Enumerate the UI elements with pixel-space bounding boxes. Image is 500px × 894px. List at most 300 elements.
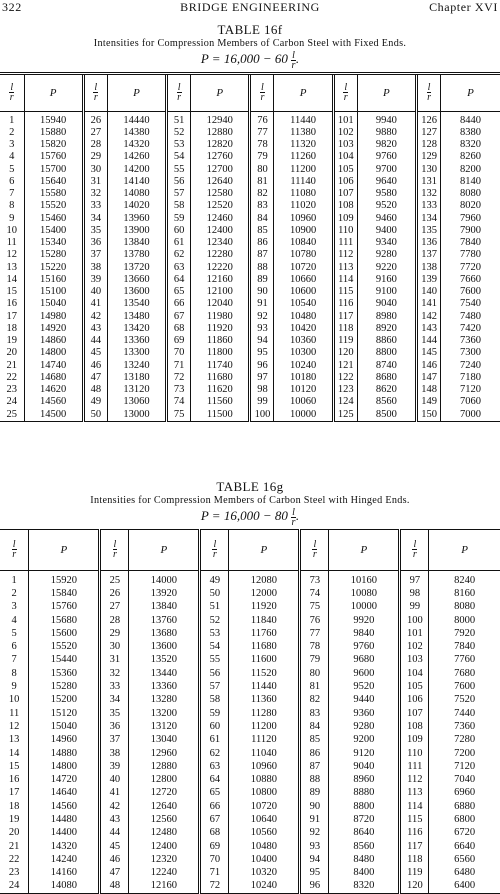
cell-l-over-r: 47: [100, 866, 129, 879]
cell-p: 7600: [441, 286, 500, 298]
cell-p: 12880: [191, 127, 250, 139]
cell-p: 15040: [29, 720, 100, 733]
cell-p: 9200: [329, 733, 400, 746]
cell-l-over-r: 72: [167, 372, 191, 384]
cell-p: 10080: [329, 587, 400, 600]
page-number: 322: [2, 0, 22, 14]
cell-l-over-r: 88: [250, 262, 274, 274]
cell-p: 14920: [24, 323, 83, 335]
cell-l-over-r: 69: [167, 335, 191, 347]
cell-p: 13660: [107, 274, 166, 286]
cell-l-over-r: 56: [200, 667, 229, 680]
cell-l-over-r: 43: [83, 323, 107, 335]
cell-l-over-r: 38: [83, 262, 107, 274]
cell-p: 14800: [29, 760, 100, 773]
formula-text: P = 16,000 − 60: [200, 51, 288, 66]
cell-l-over-r: 74: [167, 396, 191, 408]
cell-p: 7920: [429, 627, 500, 640]
cell-p: 10960: [274, 213, 333, 225]
cell-p: 12480: [129, 826, 200, 839]
cell-l-over-r: 41: [83, 298, 107, 310]
cell-l-over-r: 132: [417, 188, 441, 200]
cell-l-over-r: 110: [400, 746, 429, 759]
cell-p: 14440: [107, 111, 166, 127]
cell-l-over-r: 50: [83, 409, 107, 422]
formula-end: .: [295, 508, 300, 523]
cell-l-over-r: 120: [400, 879, 429, 893]
table-row: [0, 127, 500, 139]
cell-p: 8400: [329, 866, 400, 879]
cell-l-over-r: 61: [200, 733, 229, 746]
cell-p: 11140: [274, 176, 333, 188]
cell-p: 11120: [229, 733, 300, 746]
cell-p: 12100: [191, 286, 250, 298]
table-row: [0, 286, 500, 298]
cell-p: 9440: [329, 693, 400, 706]
cell-l-over-r: 15: [8, 760, 20, 772]
cell-l-over-r: 77: [250, 127, 274, 139]
cell-l-over-r: 33: [100, 680, 129, 693]
cell-l-over-r: 80: [250, 164, 274, 176]
cell-l-over-r: 22: [8, 853, 20, 865]
cell-l-over-r: 113: [333, 262, 357, 274]
cell-l-over-r: 102: [400, 640, 429, 653]
fraction-denominator: r: [427, 91, 432, 103]
table-row: [0, 323, 500, 335]
cell-l-over-r: 88: [300, 773, 329, 786]
cell-p: 15520: [29, 640, 100, 653]
cell-l-over-r: 87: [300, 760, 329, 773]
cell-l-over-r: 73: [167, 384, 191, 396]
table-row: [0, 213, 500, 225]
cell-l-over-r: 28: [83, 139, 107, 151]
cell-l-over-r: 121: [333, 360, 357, 372]
cell-p: 13200: [129, 706, 200, 719]
table-subtitle: Intensities for Compression Members of Carbon Steel with Fixed Ends.: [93, 38, 407, 49]
cell-p: 9360: [329, 706, 400, 719]
cell-l-over-r: 92: [300, 826, 329, 839]
cell-p: 9920: [329, 613, 400, 626]
cell-l-over-r: 57: [167, 188, 191, 200]
cell-l-over-r: 116: [400, 826, 429, 839]
cell-l-over-r: 53: [167, 139, 191, 151]
cell-p: 9520: [329, 680, 400, 693]
cell-p: 10840: [274, 237, 333, 249]
cell-l-over-r: 103: [400, 653, 429, 666]
cell-l-over-r: 138: [417, 262, 441, 274]
cell-l-over-r: 97: [250, 372, 274, 384]
header-p: P: [191, 73, 250, 111]
cell-p: 6960: [429, 786, 500, 799]
cell-l-over-r: 120: [333, 347, 357, 359]
cell-l-over-r: 107: [400, 706, 429, 719]
cell-p: 14140: [107, 176, 166, 188]
fraction-numerator: l: [94, 81, 98, 93]
cell-l-over-r: 82: [250, 188, 274, 200]
table-title: TABLE 16f: [217, 22, 283, 37]
cell-l-over-r: 1: [9, 114, 15, 126]
cell-l-over-r: 93: [300, 839, 329, 852]
cell-l-over-r: 25: [0, 409, 24, 422]
cell-l-over-r: 42: [83, 311, 107, 323]
cell-l-over-r: 51: [200, 600, 229, 613]
column-formula: [0, 50, 500, 70]
cell-l-over-r: 55: [200, 653, 229, 666]
cell-p: 12560: [129, 813, 200, 826]
cell-l-over-r: 49: [83, 396, 107, 408]
cell-l-over-r: 109: [333, 213, 357, 225]
cell-p: 12640: [129, 800, 200, 813]
cell-l-over-r: 6: [11, 641, 17, 653]
l-over-r-fraction: [212, 540, 217, 559]
cell-l-over-r: 15: [6, 286, 17, 298]
cell-l-over-r: 136: [417, 237, 441, 249]
cell-p: 15760: [24, 151, 83, 163]
cell-l-over-r: 31: [83, 176, 107, 188]
cell-p: 10660: [274, 274, 333, 286]
table-row: [0, 396, 500, 408]
cell-l-over-r: 1: [11, 574, 17, 586]
cell-p: 8880: [329, 786, 400, 799]
cell-l-over-r: 64: [200, 773, 229, 786]
cell-p: 11500: [191, 409, 250, 422]
cell-l-over-r: 123: [333, 384, 357, 396]
cell-l-over-r: 100: [250, 409, 274, 422]
cell-l-over-r: 130: [417, 164, 441, 176]
cell-l-over-r: 53: [200, 627, 229, 640]
cell-l-over-r: 84: [250, 213, 274, 225]
table-row: [0, 360, 500, 372]
cell-l-over-r: 118: [333, 323, 357, 335]
cell-l-over-r: 106: [400, 693, 429, 706]
cell-p: 11620: [191, 384, 250, 396]
cell-l-over-r: 66: [200, 800, 229, 813]
header-l-over-r: [417, 73, 441, 111]
table-row: [0, 826, 500, 839]
cell-p: 14800: [24, 347, 83, 359]
cell-l-over-r: 8: [11, 667, 17, 679]
cell-l-over-r: 5: [11, 627, 17, 639]
cell-p: 12700: [191, 164, 250, 176]
cell-p: 8380: [441, 127, 500, 139]
table-subtitle: Intensities for Compression Members of Carbon Steel with Hinged Ends.: [90, 495, 410, 506]
cell-p: 8640: [329, 826, 400, 839]
table-row: [0, 347, 500, 359]
fraction-denominator: r: [12, 548, 17, 560]
cell-l-over-r: 23: [8, 867, 20, 879]
l-over-r-fraction: [177, 83, 182, 102]
cell-p: 14980: [24, 311, 83, 323]
cell-p: 11560: [191, 396, 250, 408]
cell-l-over-r: 48: [83, 384, 107, 396]
cell-p: 14080: [107, 188, 166, 200]
header-l-over-r: [100, 529, 129, 570]
cell-p: 13000: [107, 409, 166, 422]
cell-p: 11320: [274, 139, 333, 151]
cell-p: 12000: [229, 587, 300, 600]
cell-l-over-r: 40: [100, 773, 129, 786]
cell-l-over-r: 21: [6, 359, 17, 371]
cell-p: 14620: [24, 384, 83, 396]
cell-p: 14640: [29, 786, 100, 799]
cell-p: 10480: [229, 839, 300, 852]
cell-l-over-r: 65: [167, 286, 191, 298]
cell-l-over-r: 22: [6, 371, 17, 383]
cell-p: 11040: [229, 746, 300, 759]
cell-l-over-r: 32: [100, 667, 129, 680]
cell-l-over-r: 78: [250, 139, 274, 151]
table-row: [0, 706, 500, 719]
cell-p: 12640: [191, 176, 250, 188]
cell-l-over-r: 114: [333, 274, 357, 286]
header-p: P: [129, 529, 200, 570]
cell-l-over-r: 141: [417, 298, 441, 310]
cell-p: 15920: [29, 570, 100, 587]
cell-l-over-r: 86: [250, 237, 274, 249]
cell-p: 15040: [24, 298, 83, 310]
cell-l-over-r: 86: [300, 746, 329, 759]
cell-p: 11080: [274, 188, 333, 200]
cell-p: 13180: [107, 372, 166, 384]
table-row: [0, 200, 500, 212]
cell-p: 14320: [29, 839, 100, 852]
intensity-table: [0, 72, 500, 422]
table-row: [0, 773, 500, 786]
cell-l-over-r: 101: [400, 627, 429, 640]
cell-l-over-r: 54: [167, 151, 191, 163]
cell-p: 9520: [357, 200, 416, 212]
formula-text: P = 16,000 − 80: [200, 508, 288, 523]
cell-p: 11200: [229, 720, 300, 733]
table-row: [0, 640, 500, 653]
cell-l-over-r: 59: [167, 213, 191, 225]
cell-l-over-r: 32: [83, 188, 107, 200]
cell-l-over-r: 68: [200, 826, 229, 839]
cell-l-over-r: 19: [8, 814, 20, 825]
l-over-r-fraction: [312, 540, 317, 559]
cell-p: 12520: [191, 200, 250, 212]
cell-p: 13760: [129, 613, 200, 626]
cell-p: 8720: [329, 813, 400, 826]
fraction-numerator: l: [313, 538, 317, 550]
header-p: P: [24, 73, 83, 111]
cell-l-over-r: 122: [333, 372, 357, 384]
cell-l-over-r: 2: [9, 126, 15, 138]
cell-l-over-r: 85: [250, 225, 274, 237]
cell-l-over-r: 128: [417, 139, 441, 151]
cell-l-over-r: 96: [300, 879, 329, 893]
cell-l-over-r: 74: [300, 587, 329, 600]
cell-p: 10900: [274, 225, 333, 237]
l-over-r-fraction: [12, 540, 17, 559]
cell-l-over-r: 118: [400, 853, 429, 866]
cell-p: 8860: [357, 335, 416, 347]
cell-p: 9820: [357, 139, 416, 151]
cell-l-over-r: 108: [333, 200, 357, 212]
table-row: [0, 151, 500, 163]
cell-p: 13420: [107, 323, 166, 335]
cell-l-over-r: 29: [100, 627, 129, 640]
header-p: P: [274, 73, 333, 111]
cell-p: 7420: [441, 323, 500, 335]
table-row: [0, 853, 500, 866]
cell-l-over-r: 97: [400, 570, 429, 587]
cell-p: 8320: [329, 879, 400, 893]
fraction-numerator: l: [12, 538, 16, 550]
header-l-over-r: [200, 529, 229, 570]
cell-p: 13960: [107, 213, 166, 225]
table-row: [0, 879, 500, 893]
cell-l-over-r: 69: [200, 839, 229, 852]
cell-l-over-r: 102: [333, 127, 357, 139]
fraction-denominator: r: [291, 516, 296, 528]
cell-p: 9460: [357, 213, 416, 225]
cell-p: 15580: [24, 188, 83, 200]
fraction-numerator: l: [344, 81, 348, 93]
cell-l-over-r: 63: [200, 760, 229, 773]
table-row: [0, 188, 500, 200]
cell-l-over-r: 43: [100, 813, 129, 826]
cell-p: 10240: [229, 879, 300, 893]
cell-p: 14480: [29, 813, 100, 826]
table-row: [0, 746, 500, 759]
cell-p: 12940: [191, 111, 250, 127]
cell-p: 11520: [229, 667, 300, 680]
cell-p: 13840: [129, 600, 200, 613]
chapter-label: Chapter XVI: [429, 0, 498, 14]
cell-p: 10320: [229, 866, 300, 879]
cell-l-over-r: 101: [333, 111, 357, 127]
cell-p: 14200: [107, 164, 166, 176]
cell-p: 8980: [357, 311, 416, 323]
cell-l-over-r: 107: [333, 188, 357, 200]
cell-p: 15100: [24, 286, 83, 298]
cell-l-over-r: 58: [167, 200, 191, 212]
header-l-over-r: [0, 73, 24, 111]
cell-p: 13060: [107, 396, 166, 408]
cell-p: 15600: [29, 627, 100, 640]
cell-l-over-r: 135: [417, 225, 441, 237]
cell-l-over-r: 39: [100, 760, 129, 773]
fraction-denominator: r: [177, 91, 182, 103]
cell-l-over-r: 9: [11, 681, 17, 693]
cell-l-over-r: 70: [200, 853, 229, 866]
cell-p: 7760: [429, 653, 500, 666]
cell-l-over-r: 5: [9, 163, 15, 175]
table-row: [0, 786, 500, 799]
cell-p: 11380: [274, 127, 333, 139]
cell-l-over-r: 61: [167, 237, 191, 249]
table-row: [0, 372, 500, 384]
cell-l-over-r: 26: [83, 111, 107, 127]
cell-p: 7000: [441, 409, 500, 422]
table-row: [0, 176, 500, 188]
cell-p: 10000: [274, 409, 333, 422]
cell-p: 7720: [441, 262, 500, 274]
cell-p: 8680: [357, 372, 416, 384]
cell-p: 12160: [191, 274, 250, 286]
cell-p: 12580: [191, 188, 250, 200]
cell-l-over-r: 104: [400, 667, 429, 680]
fraction-numerator: l: [177, 81, 181, 93]
cell-p: 15340: [24, 237, 83, 249]
cell-p: 7120: [429, 760, 500, 773]
cell-l-over-r: 80: [300, 667, 329, 680]
table-16g-section: [0, 480, 500, 894]
cell-l-over-r: 19: [6, 335, 17, 347]
cell-l-over-r: 60: [167, 225, 191, 237]
cell-l-over-r: 26: [100, 587, 129, 600]
cell-l-over-r: 142: [417, 311, 441, 323]
cell-l-over-r: 44: [100, 826, 129, 839]
cell-p: 10720: [274, 262, 333, 274]
table-row: [0, 164, 500, 176]
header-p: P: [357, 73, 416, 111]
cell-p: 13040: [129, 733, 200, 746]
cell-p: 11440: [229, 680, 300, 693]
cell-p: 12400: [191, 225, 250, 237]
cell-l-over-r: 140: [417, 286, 441, 298]
cell-l-over-r: 96: [250, 360, 274, 372]
cell-p: 14720: [29, 773, 100, 786]
cell-l-over-r: 129: [417, 151, 441, 163]
cell-p: 7360: [441, 335, 500, 347]
cell-l-over-r: 16: [6, 298, 17, 310]
fraction-numerator: l: [10, 81, 14, 93]
l-over-r-fraction: [412, 540, 417, 559]
cell-p: 14860: [24, 335, 83, 347]
cell-p: 7840: [429, 640, 500, 653]
cell-l-over-r: 66: [167, 298, 191, 310]
cell-l-over-r: 47: [83, 372, 107, 384]
cell-p: 9580: [357, 188, 416, 200]
header-p: P: [229, 529, 300, 570]
cell-p: 12280: [191, 249, 250, 261]
cell-l-over-r: 65: [200, 786, 229, 799]
table-row: [0, 667, 500, 680]
cell-l-over-r: 14: [8, 747, 20, 759]
cell-l-over-r: 37: [83, 249, 107, 261]
l-over-r-fraction: [343, 83, 348, 102]
table-16f-section: [0, 23, 500, 422]
header-row: [0, 529, 500, 570]
cell-p: 14680: [24, 372, 83, 384]
table-row: [0, 225, 500, 237]
cell-p: 11760: [229, 627, 300, 640]
cell-p: 15400: [24, 225, 83, 237]
cell-l-over-r: 108: [400, 720, 429, 733]
table-row: [0, 613, 500, 626]
cell-l-over-r: 16: [8, 774, 20, 786]
cell-p: 11980: [191, 311, 250, 323]
cell-l-over-r: 133: [417, 200, 441, 212]
table-row: [0, 262, 500, 274]
table-row: [0, 237, 500, 249]
cell-l-over-r: 49: [200, 570, 229, 587]
cell-l-over-r: 112: [333, 249, 357, 261]
cell-p: 15520: [24, 200, 83, 212]
cell-p: 13600: [107, 286, 166, 298]
cell-l-over-r: 46: [100, 853, 129, 866]
cell-p: 13360: [129, 680, 200, 693]
cell-p: 15700: [24, 164, 83, 176]
cell-l-over-r: 111: [400, 760, 429, 773]
cell-l-over-r: 91: [300, 813, 329, 826]
cell-p: 10560: [229, 826, 300, 839]
cell-p: 7540: [441, 298, 500, 310]
cell-l-over-r: 62: [200, 746, 229, 759]
fraction-numerator: l: [292, 506, 295, 518]
